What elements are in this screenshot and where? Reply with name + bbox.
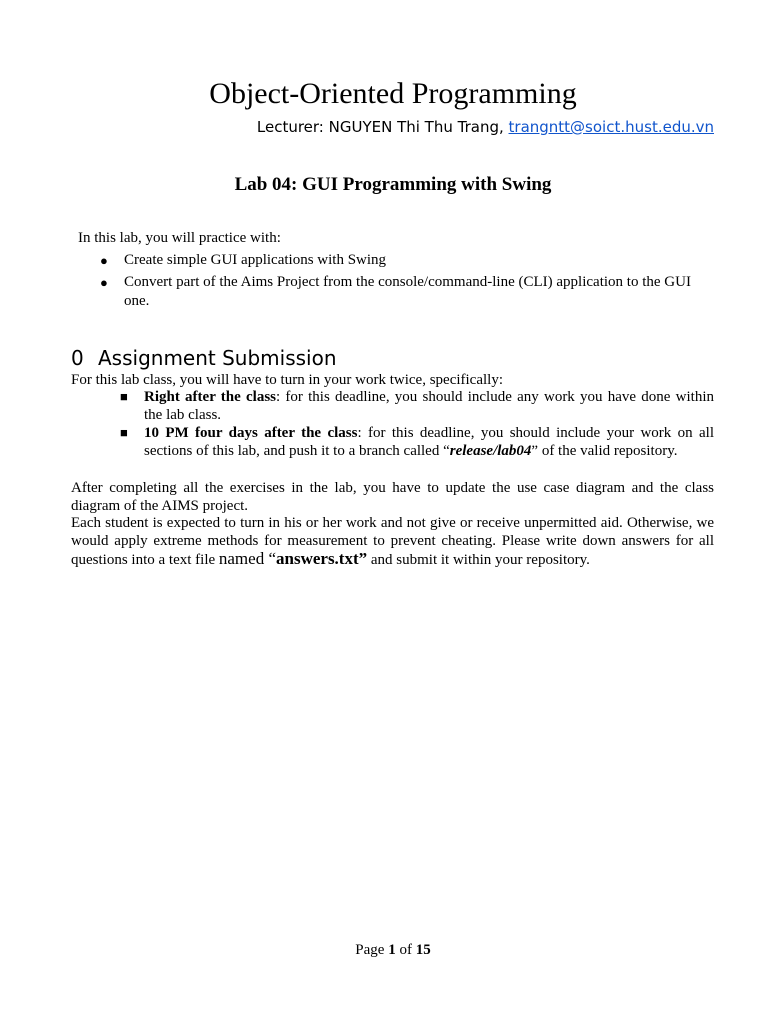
square-bullet-icon: ■ (120, 425, 128, 440)
list-item (120, 424, 714, 460)
deadline-name: 10 PM four days after the class (144, 425, 358, 441)
answers-file-name: answers.txt” (276, 549, 368, 568)
list-item (100, 251, 700, 270)
practice-item-text: Create simple GUI applications with Swing (124, 252, 387, 268)
integrity-text-end: and submit it within your repository. (367, 552, 590, 568)
practice-list (100, 251, 700, 314)
lab-title: Lab 04: GUI Programming with Swing (234, 174, 552, 195)
deadline-text: : for this deadline, you should include any work you have done within the lab class. (144, 389, 714, 423)
lecturer-name: Lecturer: NGUYEN Thi Thu Trang, (256, 118, 509, 136)
branch-name: release/lab04 (449, 443, 532, 459)
deadline-text: : for this deadline, you should include your work on all sections of this lab, and push it to a branch called “ (144, 425, 714, 459)
page-label: Page (355, 942, 389, 958)
bullet-icon: ● (100, 253, 108, 268)
page-footer (0, 941, 768, 959)
current-page-number: 1 (388, 942, 396, 958)
section-number: 0 (71, 346, 84, 370)
submission-lead: For this lab class, you will have to turn in your work twice, specifically: (71, 372, 503, 388)
square-bullet-icon: ■ (120, 389, 128, 404)
integrity-text: Each student is expected to turn in his or her work and not give or receive unpermitted aid. Otherwise, we would apply extreme methods for measurement to prevent cheating. Please write down answers for all questions into a text file (71, 515, 714, 568)
total-pages-number: 15 (415, 942, 431, 958)
list-item (120, 388, 714, 424)
course-title: Object-Oriented Programming (209, 77, 577, 110)
deadline-text-end: ” of the valid repository. (531, 443, 678, 459)
deadline-name: Right after the class (144, 389, 277, 405)
lecturer-line (257, 117, 714, 137)
intro-text: In this lab, you will practice with: (78, 230, 281, 246)
list-item (100, 273, 700, 311)
diagram-paragraph: After completing all the exercises in the lab, you have to update the use case diagram and the class diagram of the AIMS project. (71, 480, 714, 514)
named-text: named “ (218, 549, 276, 568)
lecturer-email-link[interactable]: trangntt@soict.hust.edu.vn (508, 118, 714, 136)
bullet-icon: ● (100, 275, 108, 290)
section-title: Assignment Submission (98, 346, 337, 370)
deadline-list (120, 388, 714, 460)
section-heading (71, 345, 337, 371)
integrity-paragraph (71, 514, 714, 569)
of-label: of (395, 942, 416, 958)
practice-item-text: Convert part of the Aims Project from the console/command-line (CLI) application to the GUI one. (124, 274, 691, 309)
